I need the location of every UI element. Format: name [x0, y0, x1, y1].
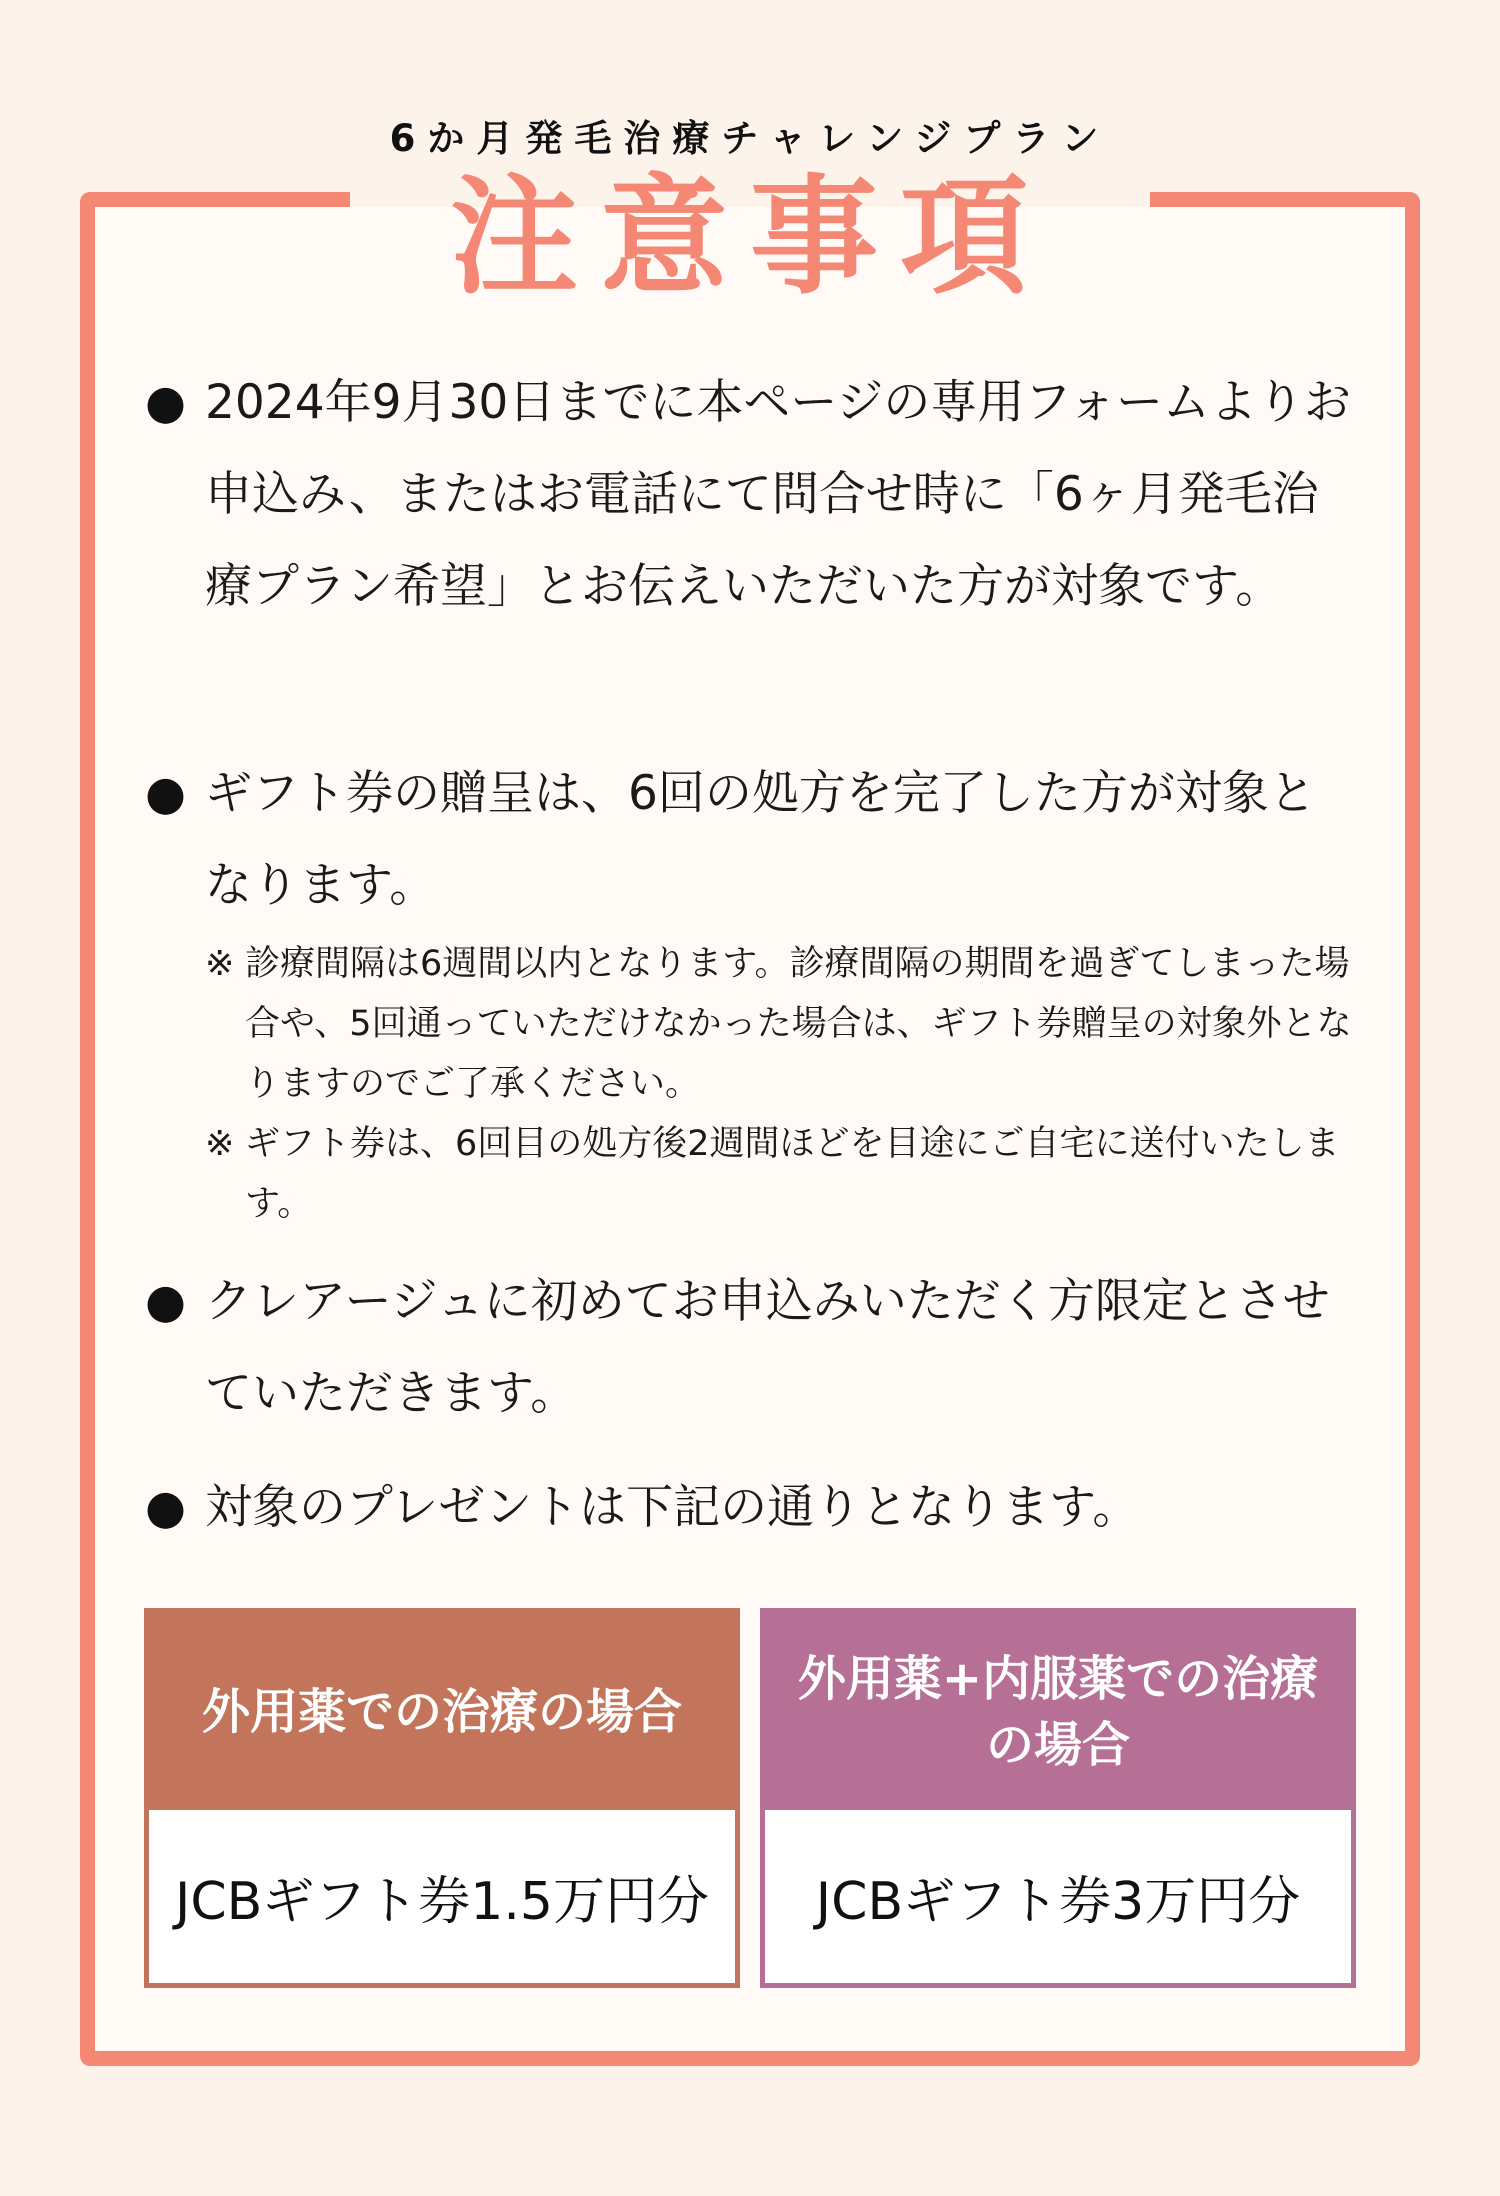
- notice-item-deadline: [145, 357, 1355, 633]
- sub-note-interval: [205, 934, 1355, 1114]
- bullet-dot-icon: ●: [145, 375, 187, 430]
- bullet-dot-icon: ●: [145, 1274, 187, 1329]
- plan-card-heading: 外用薬+内服薬での治療の場合: [765, 1613, 1351, 1810]
- notice-item-presents: [145, 1462, 1355, 1554]
- notice-text: ギフト券の贈呈は、6回の処方を完了した方が対象となります。: [205, 766, 1316, 913]
- notice-item-gift-condition: [145, 748, 1355, 932]
- bullet-dot-icon: ●: [145, 1480, 187, 1535]
- plan-card-heading: 外用薬での治療の場合: [149, 1613, 735, 1810]
- plan-card-reward: JCBギフト券3万円分: [815, 1872, 1301, 1932]
- notice-item-first-time: [145, 1256, 1355, 1440]
- notice-text: 2024年9月30日までに本ページの専用フォームよりお申込み、またはお電話にて問合せ時に「6ヶ月発毛治療プラン希望」とお伝えいただいた方が対象です。: [205, 375, 1352, 614]
- sub-note-text: 診療間隔は6週間以内となります。診療間隔の期間を過ぎてしまった場合や、5回通っていただけなかった場合は、ギフト券贈呈の対象外となりますのでご了承ください。: [245, 944, 1352, 1104]
- sub-note-text: ギフト券は、6回目の処方後2週間ほどを目途にご自宅に送付いたします。: [245, 1124, 1340, 1224]
- notice-text: 対象のプレゼントは下記の通りとなります。: [205, 1480, 1140, 1535]
- plan-subtitle: 6か月発毛治療チャレンジプラン: [389, 117, 1111, 160]
- sub-note-delivery: [205, 1114, 1355, 1234]
- note-mark-icon: ※: [205, 1124, 235, 1164]
- plan-card-topical: [144, 1608, 740, 1988]
- notice-text: クレアージュに初めてお申込みいただく方限定とさせていただきます。: [205, 1274, 1330, 1421]
- plan-card-reward: JCBギフト券1.5万円分: [174, 1872, 710, 1932]
- bullet-dot-icon: ●: [145, 766, 187, 821]
- plan-card-combined: [760, 1608, 1356, 1988]
- page-title: 注意事項: [449, 163, 1050, 312]
- note-mark-icon: ※: [205, 944, 235, 984]
